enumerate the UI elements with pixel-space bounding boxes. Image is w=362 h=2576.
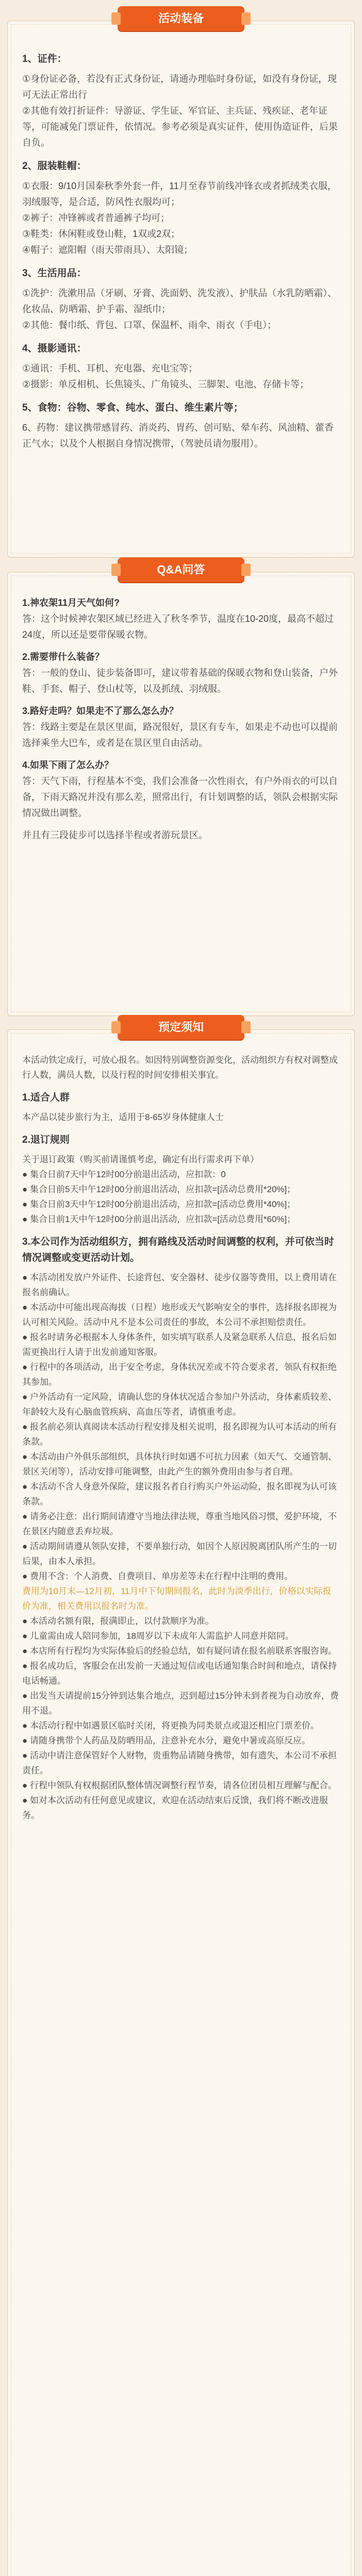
gear-section: [7, 12, 355, 557]
notice-paragraph: ● 请随身携带个人药品及防晒用品，注意补充水分，避免中暑或高原反应。: [22, 1736, 310, 1745]
notice-paragraph: ● 集合日前1天中午12时00分前退出活动，应扣款=[活动总费用*60%]；: [22, 1214, 296, 1224]
gear-subheading: 4、摄影通讯：: [22, 343, 87, 354]
notice-paragraph: ● 行程中的各项活动，出于安全考虑，身体状况差或不符合要求者，领队有权拒绝其参加。: [22, 1362, 337, 1387]
notice-paragraph: ● 出发当天请提前15分钟到达集合地点，迟到超过15分钟未到者视为自动放弃，费用不退。: [22, 1691, 339, 1716]
gear-item-text: ①洗护：洗漱用品（牙刷、牙膏、洗面奶、洗发液）、护肤品（水乳防晒霜）、化妆品、防晒霜、护手霜、湿纸巾；: [22, 288, 337, 314]
qa-content: [8, 572, 354, 861]
notice-paragraph: ● 集合日前3天中午12时00分前退出活动，应扣款=[活动总费用*40%]；: [22, 1199, 296, 1209]
notice-paragraph: ● 本店所有行程均为实际体验后的经验总结，如有疑问请在报名前联系客服咨询。: [22, 1646, 337, 1656]
gear-subheading: 3、生活用品：: [22, 268, 87, 279]
qa-section-tab: [118, 557, 244, 582]
notice-paragraph: ● 报名前必须认真阅读本活动行程安排及相关说明，报名即视为认可本活动的所有条款。: [22, 1422, 337, 1447]
notice-paragraph: 本产品以徒步旅行为主，适用于8-65岁身体健康人士: [22, 1112, 224, 1122]
notice-paragraph: ● 如对本次活动有任何意见或建议，欢迎在活动结束后反馈，我们将不断改进服务。: [22, 1795, 328, 1820]
notice-paragraph: ● 集合日前5天中午12时00分前退出活动，应扣款=[活动总费用*20%]；: [22, 1184, 296, 1194]
notice-section: [7, 1021, 355, 2576]
notice-paragraph: ● 本活动不含人身意外保险，建议报名者自行购买户外运动险，报名即视为认可该条款。: [22, 1482, 337, 1506]
notice-card: [7, 1021, 355, 2576]
gear-item-text: ③鞋类：休闲鞋或登山鞋，1双或2双；: [22, 229, 180, 239]
notice-paragraph: ● 本活动行程中如遇景区临时关闭，将更换为同类景点或退还相应门票差价。: [22, 1721, 319, 1731]
gear-subheading: 1、证件：: [22, 54, 67, 64]
notice-content: [8, 1030, 354, 1834]
qa-tab-wrap: [7, 557, 355, 586]
notice-paragraph: 本活动铁定成行，可放心报名。如因特别调整资源变化，活动组织方有权对调整成行人数，满员人数，以及行程的时间安排相关事宜。: [22, 1055, 338, 1080]
qa-question: 1.神农架11月天气如何?: [22, 598, 120, 608]
gear-content: [8, 21, 354, 463]
qa-question: 2.需要带什么装备？: [22, 652, 105, 662]
qa-answer: 并且有三段徒步可以选择半程或者游玩景区。: [22, 830, 208, 840]
gear-item-text: ②其他：餐巾纸、背包、口罩、保温杯、雨伞、雨衣（手电）；: [22, 320, 277, 330]
notice-paragraph: ● 本活动团发放户外证件、长途背包、安全器材、徒步仪器等费用，以上费用请在报名前确认。: [22, 1273, 337, 1297]
qa-item: [22, 595, 340, 643]
qa-question: 3.路好走吗？如果走不了那么怎么办？: [22, 706, 179, 716]
qa-answer: 答：线路主要是在景区里面，路况很好，景区有专车，如果走不动也可以提前选择乘坐大巴车，或者是在景区里自由活动。: [22, 722, 338, 748]
qa-item: [22, 703, 340, 751]
qa-answer: 答：天气下雨，行程基本不变，我们会准备一次性雨衣，有户外雨衣的可以自备，下雨天路况并没有那么差，照常出行，有计划调整的话，领队会根据实际情况做出调整。: [22, 776, 338, 818]
notice-paragraph: ● 报名时请务必根据本人身体条件，如实填写联系人及紧急联系人信息，报名后如需更换出行人请于出发前通知客服。: [22, 1332, 337, 1357]
notice-paragraph: 3.本公司作为活动组织方，拥有路线及活动时间调整的权利，并可依当时情况调整或变更活动计划。: [22, 1236, 334, 1263]
notice-paragraph: ● 活动中请注意保管好个人财物，贵重物品请随身携带，如有遗失，本公司不承担责任。: [22, 1751, 337, 1775]
gear-item-text: 6、药物：建议携带感冒药、消炎药、胃药、创可贴、晕车药、风油精、藿香正气水；以及个人根据自身情况携带，（驾驶员请勿服用）。: [22, 422, 334, 449]
notice-paragraph: ● 行程中领队有权根据团队整体情况调整行程节奏，请各位团员相互理解与配合。: [22, 1781, 337, 1790]
notice-paragraph: ● 费用不含：个人消费、自费项目、单房差等未在行程中注明的费用。: [22, 1571, 293, 1581]
gear-tab-wrap: [7, 6, 355, 35]
notice-paragraph: ● 请务必注意：出行期间请遵守当地法律法规，尊重当地风俗习惯，爱护环境，不在景区内随意丢弃垃圾。: [22, 1512, 337, 1536]
notice-section-tab: [118, 1015, 244, 1040]
notice-paragraph: ● 本活动名额有限，报满即止，以付款顺序为准。: [22, 1616, 214, 1626]
qa-question: 4.如果下雨了怎么办？: [22, 760, 114, 770]
gear-item-text: ①身份证必备，若没有正式身份证，请通办理临时身份证，如没有身份证，现可无法正常出行: [22, 74, 337, 100]
qa-section: [7, 563, 355, 1016]
gear-item-text: ②裤子：冲锋裤或者普通裤子均可；: [22, 213, 170, 223]
gear-section-tab: [118, 6, 244, 31]
gear-item-text: ②其他有效打折证件：导游证、学生证、军官证、主兵证、残疾证、老年证等，可能减免门票证件，依情况。参考必须是真实证件，使用伪造证件，后果自负。: [22, 106, 338, 148]
qa-item: [22, 649, 340, 697]
notice-highlight: 费用为10月末—12月初，11月中下旬期间报名，此时为淡季出行，价格以实际报价为准，相关费用以报名时为准。: [22, 1586, 332, 1611]
notice-paragraph: ● 报名成功后，客服会在出发前一天通过短信或电话通知集合时间和地点，请保持电话畅通。: [22, 1661, 337, 1686]
notice-paragraph: ● 本活动中可能出现高海拔（日程）地形或天气影响安全的事件，选择报名即视为认可相关风险。活动中凡不是本公司责任的事故，本公司不承担赔偿责任。: [22, 1302, 337, 1327]
gear-item-text: ④帽子：遮阳帽（雨天带雨具）、太阳镜；: [22, 245, 193, 255]
gear-item-text: ①衣服：9/10月国秦秋季外套一件，11月至春节前线冲锋衣或者抓绒类衣服，羽绒服等，是合适，防风性衣服均可；: [22, 181, 337, 207]
notice-paragraph: 2.退订规则: [22, 1134, 70, 1145]
gear-item-text: ②摄影：单反相机、长焦镜头、广角镜头、三脚架、电池、存储卡等；: [22, 379, 309, 389]
gear-subheading: 5、食物：谷物、零食、纯水、蛋白、维生素片等；: [22, 402, 243, 413]
notice-paragraph: 1.适合人群: [22, 1092, 70, 1103]
notice-paragraph: ● 集合日前7天中午12时00分前退出活动，应扣款：0: [22, 1170, 226, 1179]
notice-paragraph: ● 户外活动有一定风险，请确认您的身体状况适合参加户外活动，身体素质较差、年龄较大及有心脑血管疾病、高血压等者，请慎重考虑。: [22, 1392, 337, 1417]
qa-answer: 答：这个时候神农架区域已经进入了秋冬季节，温度在10-20度，最高不超过24度，所以还是要带保暖衣物。: [22, 614, 334, 640]
qa-item: [22, 827, 340, 843]
gear-card: [7, 12, 355, 557]
gear-subheading: 2、服装鞋帽：: [22, 161, 87, 172]
notice-tab-wrap: [7, 1015, 355, 1044]
qa-card: [7, 563, 355, 1016]
qa-item: [22, 757, 340, 821]
notice-section-title: 预定须知: [158, 1021, 204, 1033]
notice-paragraph: 关于退订政策（购买前请谨慎考虑，确定有出行需求再下单）: [22, 1155, 259, 1164]
notice-paragraph: ● 本活动由户外俱乐部组织，具体执行时如遇不可抗力因素（如天气、交通管制、景区关闭等），活动安排可能调整，由此产生的额外费用由参与者自理。: [22, 1452, 337, 1477]
qa-section-title: Q&A问答: [157, 563, 205, 576]
gear-item-text: ①通讯：手机、耳机、充电器、充电宝等；: [22, 363, 198, 374]
qa-answer: 答：一般的登山、徒步装备即可，建议带着基础的保暖衣物和登山装备，户外鞋、手套、帽子、登山杖等，以及抓绒、羽绒服。: [22, 668, 338, 694]
notice-paragraph: ● 儿童需由成人陪同参加，18周岁以下未成年人需监护人同意并陪同。: [22, 1631, 294, 1641]
gear-section-title: 活动装备: [158, 12, 204, 25]
notice-paragraph: ● 活动期间请遵从领队安排，不要单独行动，如因个人原因脱离团队所产生的一切后果，由本人承担。: [22, 1541, 337, 1566]
